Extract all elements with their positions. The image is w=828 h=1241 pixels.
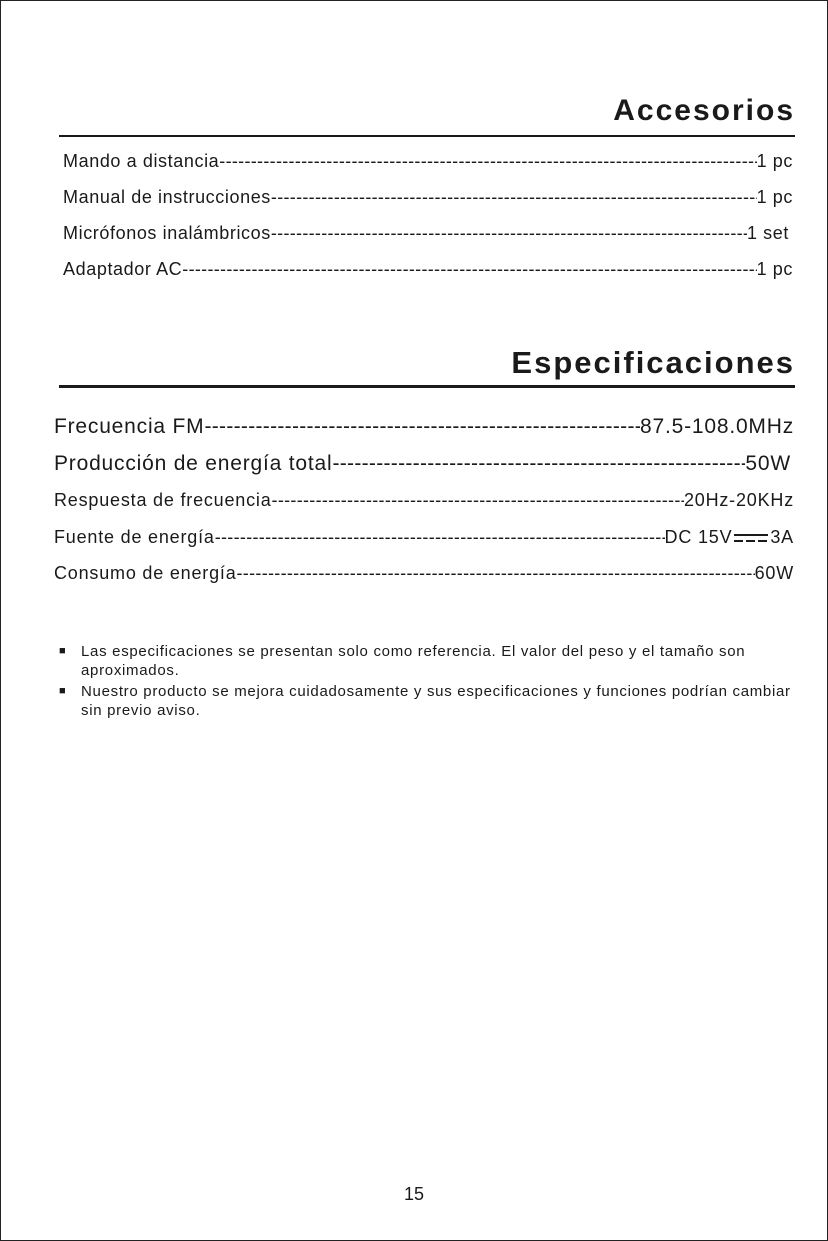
spec-value: 20Hz-20KHz bbox=[683, 490, 794, 510]
accessory-quantity: 1 pc bbox=[756, 151, 793, 171]
dot-leader bbox=[332, 452, 745, 476]
bullet-icon: ■ bbox=[59, 685, 67, 697]
spec-value bbox=[665, 527, 794, 548]
accessory-label: Adaptador AC bbox=[63, 259, 183, 279]
accessory-row bbox=[63, 187, 793, 208]
dot-leader bbox=[219, 151, 756, 172]
accessory-quantity: 1 pc bbox=[756, 187, 793, 207]
accessory-row bbox=[63, 223, 789, 244]
spec-row bbox=[54, 415, 794, 439]
spec-row bbox=[54, 527, 794, 548]
spec-row bbox=[54, 452, 791, 476]
spec-row bbox=[54, 490, 794, 511]
spec-label: Respuesta de frecuencia bbox=[54, 490, 272, 510]
accessory-row bbox=[63, 151, 793, 172]
notes-list bbox=[59, 642, 797, 722]
dot-leader bbox=[237, 563, 755, 584]
dot-leader bbox=[215, 527, 665, 548]
accessory-label: Mando a distancia bbox=[63, 151, 220, 171]
spec-row bbox=[54, 563, 794, 584]
dot-leader bbox=[204, 415, 640, 439]
note-item bbox=[59, 642, 797, 680]
dc-current-icon bbox=[734, 532, 768, 544]
page-number: 15 bbox=[403, 1184, 425, 1204]
specifications-divider bbox=[59, 385, 795, 388]
accessories-divider bbox=[59, 135, 795, 137]
spec-label: Consumo de energía bbox=[54, 563, 237, 583]
note-text: Nuestro producto se mejora cuidadosamente y sus especificaciones y funciones podrían cambiar sin previo aviso. bbox=[81, 683, 791, 719]
accessory-row bbox=[63, 259, 793, 280]
spec-label: Frecuencia FM bbox=[54, 415, 205, 438]
accessory-label: Micrófonos inalámbricos bbox=[63, 223, 271, 243]
spec-value: 50W bbox=[745, 452, 791, 475]
spec-value-prefix: DC 15V bbox=[664, 527, 733, 547]
note-item bbox=[59, 682, 797, 720]
bullet-icon: ■ bbox=[59, 645, 67, 657]
accessory-quantity: 1 set bbox=[746, 223, 789, 243]
spec-label: Producción de energía total bbox=[54, 452, 333, 475]
accessory-label: Manual de instrucciones bbox=[63, 187, 271, 207]
specifications-title: Especificaciones bbox=[511, 345, 795, 380]
spec-value-suffix: 3A bbox=[770, 527, 794, 547]
spec-value: 60W bbox=[754, 563, 794, 583]
spec-label: Fuente de energía bbox=[54, 527, 215, 547]
dot-leader bbox=[272, 490, 684, 511]
dot-leader bbox=[182, 259, 756, 280]
dot-leader bbox=[271, 223, 747, 244]
accessory-quantity: 1 pc bbox=[756, 259, 793, 279]
accessories-title: Accesorios bbox=[613, 94, 795, 127]
dot-leader bbox=[271, 187, 757, 208]
note-text: Las especificaciones se presentan solo como referencia. El valor del peso y el tamaño son aproximados. bbox=[81, 643, 746, 679]
spec-value: 87.5-108.0MHz bbox=[640, 415, 794, 438]
